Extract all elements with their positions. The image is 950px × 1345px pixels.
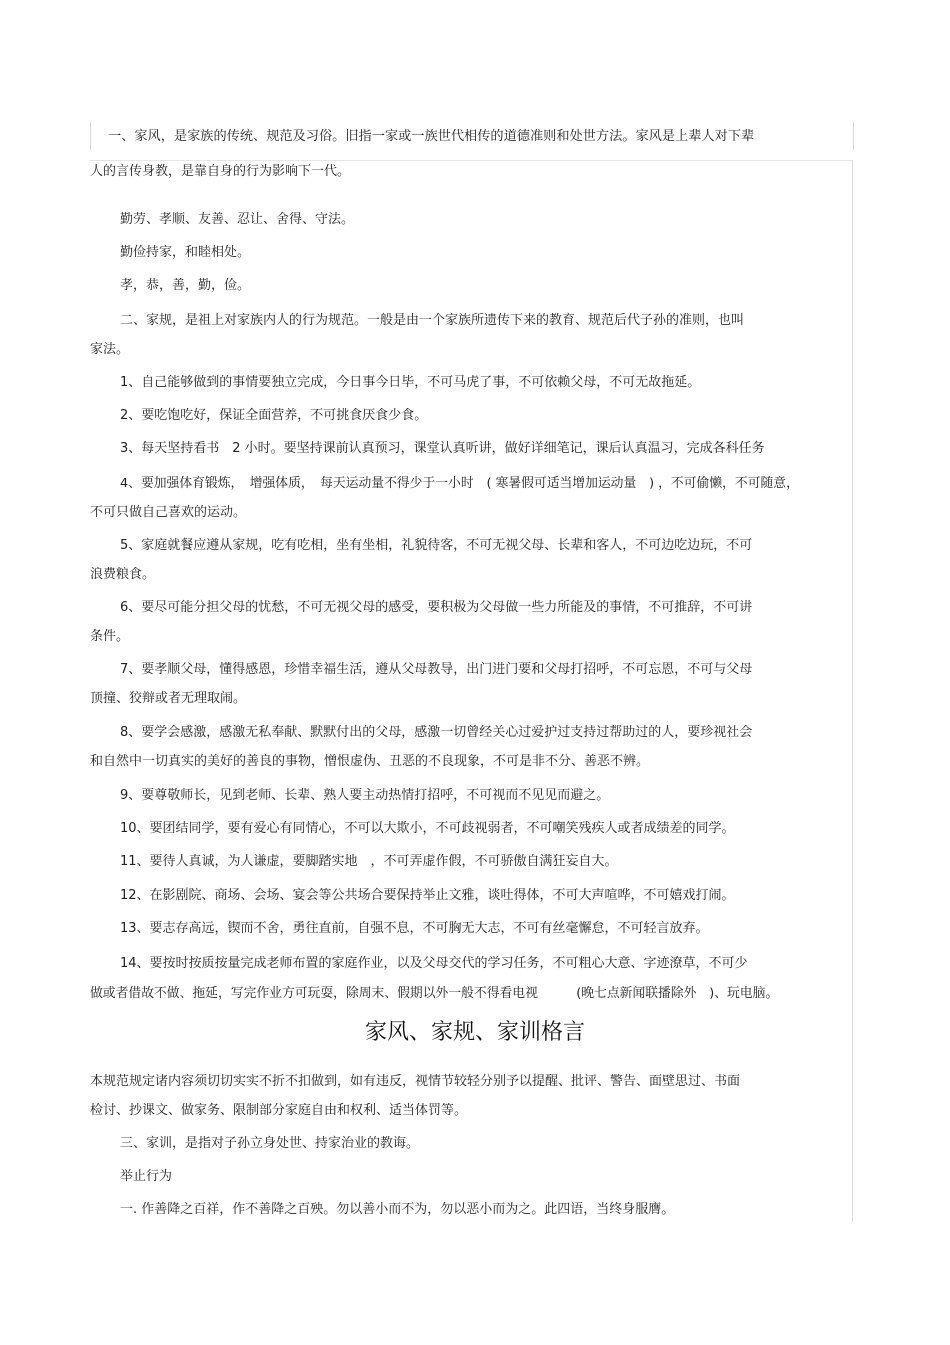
virtues-line-3: 孝，恭，善，勤，俭。: [120, 278, 251, 293]
virtues-line-1: 勤劳、孝顺、友善、忍让、舍得、守法。: [120, 212, 355, 227]
virtues-line-2: 勤俭持家，和睦相处。: [120, 245, 251, 260]
rule-item-7-line-1: 7、要孝顺父母，懂得感恩，珍惜幸福生活，遵从父母教导，出门进门要和父母打招呼，不可忘恩，不可与父母: [120, 662, 753, 677]
rule-item-8-line-1: 8、要学会感激，感激无私奉献、默默付出的父母，感激一切曾经关心过爱护过支持过帮助过的人，要珍视社会: [120, 725, 753, 740]
section-heading: 家风、家规、家训格言: [364, 1020, 585, 1045]
paragraph-jiafeng-line-1: 一、家风，是家族的传统、规范及习俗。旧指一家或一族世代相传的道德准则和处世方法。家风是上辈人对下辈: [108, 129, 755, 144]
rule-item-5-line-1: 5、家庭就餐应遵从家规，吃有吃相，坐有坐相，礼貌待客，不可无视父母、长辈和客人，不可边吃边玩，不可: [120, 538, 753, 553]
rule-item-6-line-1: 6、要尽可能分担父母的忧愁，不可无视父母的感受，要积极为父母做一些力所能及的事情，不可推辞，不可讲: [120, 600, 753, 615]
paragraph-jiaxun: 三、家训，是指对子孙立身处世、持家治业的教诲。: [120, 1136, 420, 1151]
rule-item-12: 12、在影剧院、商场、会场、宴会等公共场合要保持举止文雅，谈吐得体，不可大声喧哗，不可嬉戏打闹。: [120, 888, 735, 903]
maxim-1: 一. 作善降之百祥，作不善降之百殃。勿以善小而不为，勿以恶小而为之。此四语，当终身服膺。: [120, 1202, 675, 1217]
rule-item-14-line-2: 做或者借故不做、拖延，写完作业方可玩耍，除周末、假期以外一般不得看电视 (晚七点新闻联播除外 )、玩电脑。: [90, 986, 779, 1001]
rule-item-7-line-2: 顶撞、狡辩或者无理取闹。: [90, 691, 247, 706]
rule-item-6-line-2: 条件。: [90, 629, 130, 644]
rule-item-3: 3、每天坚持看书 2 小时。要坚持课前认真预习，课堂认真听讲，做好详细笔记，课后认真温习，完成各科任务: [120, 441, 765, 456]
rule-item-2: 2、要吃饱吃好，保证全面营养，不可挑食厌食少食。: [120, 408, 428, 423]
rule-item-5-line-2: 浪费粮食。: [90, 567, 156, 582]
subheading-conduct: 举止行为: [120, 1169, 173, 1184]
rule-item-10: 10、要团结同学，要有爱心有同情心，不可以大欺小，不可歧视弱者，不可嘲笑残疾人或者成绩差的同学。: [120, 821, 735, 836]
rule-item-14-line-1: 14、要按时按质按量完成老师布置的家庭作业，以及父母交代的学习任务，不可粗心大意、字迹潦草，不可少: [120, 956, 748, 971]
enforcement-line-1: 本规范规定诸内容须切切实实不折不扣做到，如有违反，视情节较轻分别予以提醒、批评、警告、面壁思过、书面: [90, 1074, 741, 1089]
rule-item-4-line-2: 不可只做自己喜欢的运动。: [90, 505, 247, 520]
rule-item-4-line-1: 4、要加强体育锻炼， 增强体质， 每天运动量不得少于一小时 ( 寒暑假可适当增加运动量 ) ，不可偷懒，不可随意，: [120, 476, 799, 491]
rule-item-1: 1、自己能够做到的事情要独立完成，今日事今日毕，不可马虎了事，不可依赖父母，不可无故拖延。: [120, 375, 701, 390]
paragraph-jiagui-line-1: 二、家规，是祖上对家族内人的行为规范。一般是由一个家族所遗传下来的教育、规范后代子孙的准则，也叫: [120, 313, 745, 328]
paragraph-jiafeng-line-2: 人的言传身教，是靠自身的行为影响下一代。: [90, 164, 351, 179]
rule-item-11: 11、要待人真诚，为人谦虚，要脚踏实地 ，不可弄虚作假，不可骄傲自满狂妄自大。: [120, 854, 618, 869]
rule-item-9: 9、要尊敬师长，见到老师、长辈、熟人要主动热情打招呼，不可视而不见见而避之。: [120, 788, 610, 803]
enforcement-line-2: 检讨、抄课文、做家务、限制部分家庭自由和权利、适当体罚等。: [90, 1103, 468, 1118]
paragraph-jiagui-line-2: 家法。: [90, 342, 130, 357]
rule-item-8-line-2: 和自然中一切真实的美好的善良的事物，憎恨虚伪、丑恶的不良现象，不可是非不分、善恶不辨。: [90, 754, 650, 769]
rule-item-13: 13、要志存高远，锲而不舍，勇往直前，自强不息，不可胸无大志，不可有丝毫懈怠，不可轻言放弃。: [120, 921, 709, 936]
